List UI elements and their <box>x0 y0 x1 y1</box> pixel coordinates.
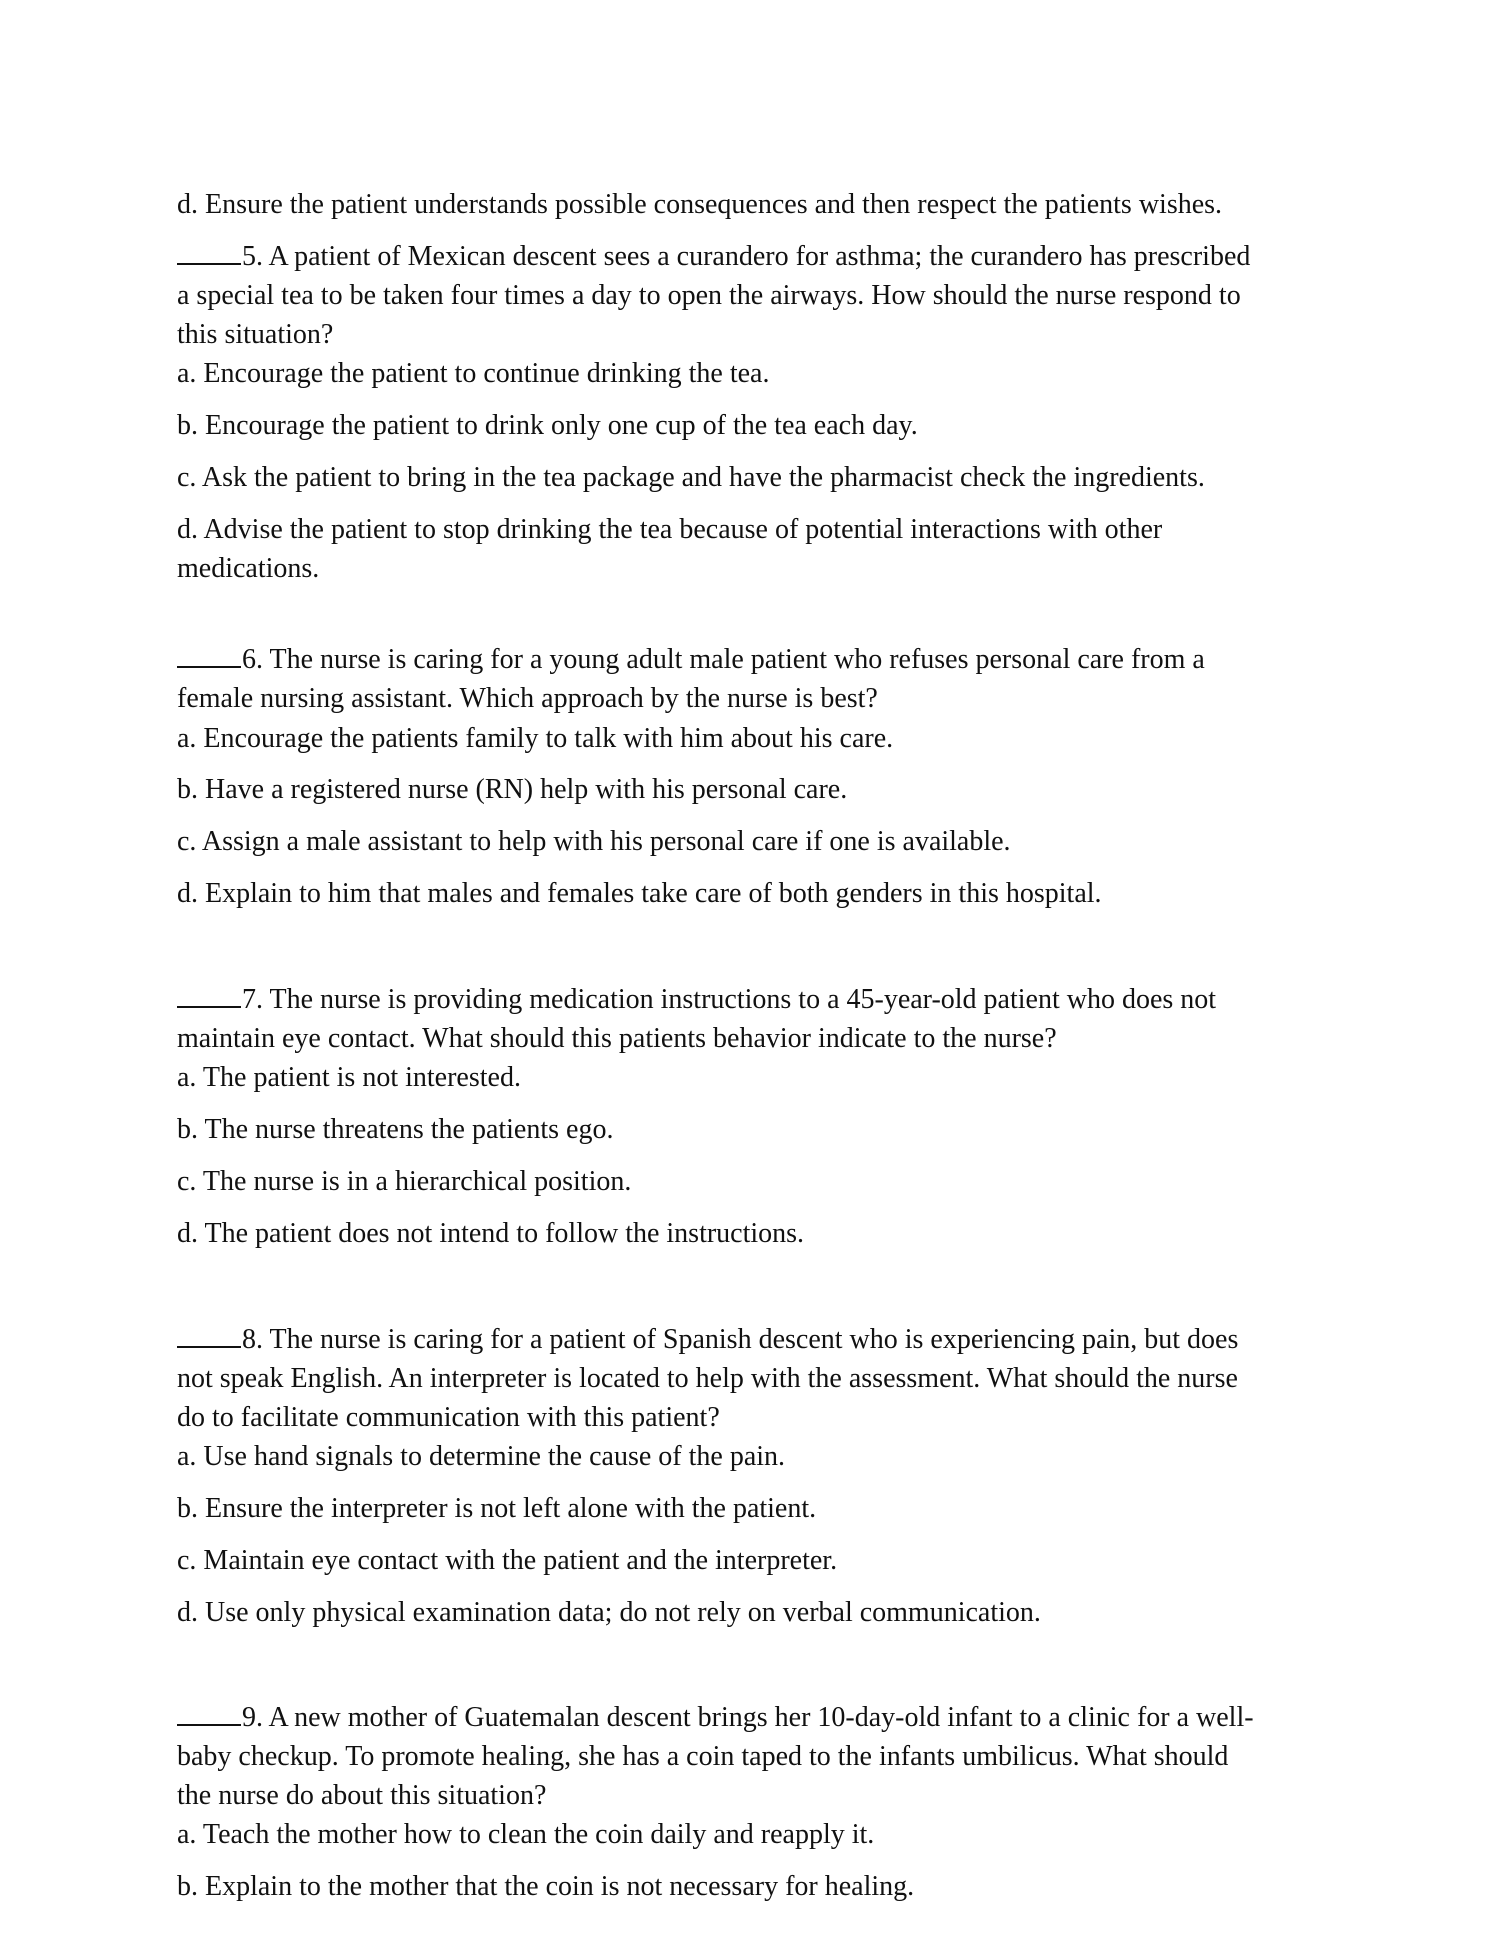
question-8-option-d: d. Use only physical examination data; do not rely on verbal communication. <box>177 1597 1041 1628</box>
question-9-stem-line-2: baby checkup. To promote healing, she has a coin taped to the infants umbilicus. What should <box>177 1741 1229 1772</box>
question-5-stem-line-3: this situation? <box>177 319 334 350</box>
question-5-option-a: a. Encourage the patient to continue drinking the tea. <box>177 358 770 389</box>
question-9-stem-line-1: 9. A new mother of Guatemalan descent brings her 10-day-old infant to a clinic for a well- <box>177 1699 1254 1737</box>
answer-blank[interactable] <box>177 1324 241 1348</box>
question-8-stem-line-1: 8. The nurse is caring for a patient of Spanish descent who is experiencing pain, but does <box>177 1321 1238 1359</box>
question-7-option-c: c. The nurse is in a hierarchical position. <box>177 1166 632 1197</box>
question-6-stem-line-2: female nursing assistant. Which approach by the nurse is best? <box>177 683 878 714</box>
question-5-option-d-line-2: medications. <box>177 553 320 584</box>
question-8-option-a: a. Use hand signals to determine the cause of the pain. <box>177 1441 786 1472</box>
question-9-option-b: b. Explain to the mother that the coin is not necessary for healing. <box>177 1871 915 1902</box>
prev-question-option-d: d. Ensure the patient understands possible consequences and then respect the patients wishes. <box>177 189 1223 220</box>
answer-blank[interactable] <box>177 644 241 668</box>
question-5-option-b: b. Encourage the patient to drink only one cup of the tea each day. <box>177 410 918 441</box>
question-6-option-c: c. Assign a male assistant to help with his personal care if one is available. <box>177 826 1011 857</box>
question-7-option-b: b. The nurse threatens the patients ego. <box>177 1114 614 1145</box>
question-8-stem-line-3: do to facilitate communication with this patient? <box>177 1402 720 1433</box>
question-5-stem-line-2: a special tea to be taken four times a day to open the airways. How should the nurse respond to <box>177 280 1241 311</box>
question-5-stem-line-1: 5. A patient of Mexican descent sees a curandero for asthma; the curandero has prescribed <box>177 238 1250 276</box>
question-6-stem-line-1: 6. The nurse is caring for a young adult male patient who refuses personal care from a <box>177 641 1205 679</box>
question-7-option-a: a. The patient is not interested. <box>177 1062 521 1093</box>
question-7-option-d: d. The patient does not intend to follow the instructions. <box>177 1218 805 1249</box>
answer-blank[interactable] <box>177 1702 241 1726</box>
question-6-option-a: a. Encourage the patients family to talk with him about his care. <box>177 723 894 754</box>
question-5-option-d-line-1: d. Advise the patient to stop drinking the tea because of potential interactions with other <box>177 514 1163 545</box>
question-6-option-d: d. Explain to him that males and females take care of both genders in this hospital. <box>177 878 1102 909</box>
answer-blank[interactable] <box>177 241 241 265</box>
question-7-stem-line-1: 7. The nurse is providing medication instructions to a 45-year-old patient who does not <box>177 981 1216 1019</box>
answer-blank[interactable] <box>177 984 241 1008</box>
question-6-option-b: b. Have a registered nurse (RN) help with his personal care. <box>177 774 848 805</box>
question-9-option-a: a. Teach the mother how to clean the coin daily and reapply it. <box>177 1819 875 1850</box>
question-8-option-b: b. Ensure the interpreter is not left alone with the patient. <box>177 1493 817 1524</box>
question-5-option-c: c. Ask the patient to bring in the tea package and have the pharmacist check the ingredients. <box>177 462 1205 493</box>
question-8-stem-line-2: not speak English. An interpreter is located to help with the assessment. What should the nurse <box>177 1363 1238 1394</box>
question-9-stem-line-3: the nurse do about this situation? <box>177 1780 547 1811</box>
question-8-option-c: c. Maintain eye contact with the patient and the interpreter. <box>177 1545 838 1576</box>
question-7-stem-line-2: maintain eye contact. What should this patients behavior indicate to the nurse? <box>177 1023 1057 1054</box>
